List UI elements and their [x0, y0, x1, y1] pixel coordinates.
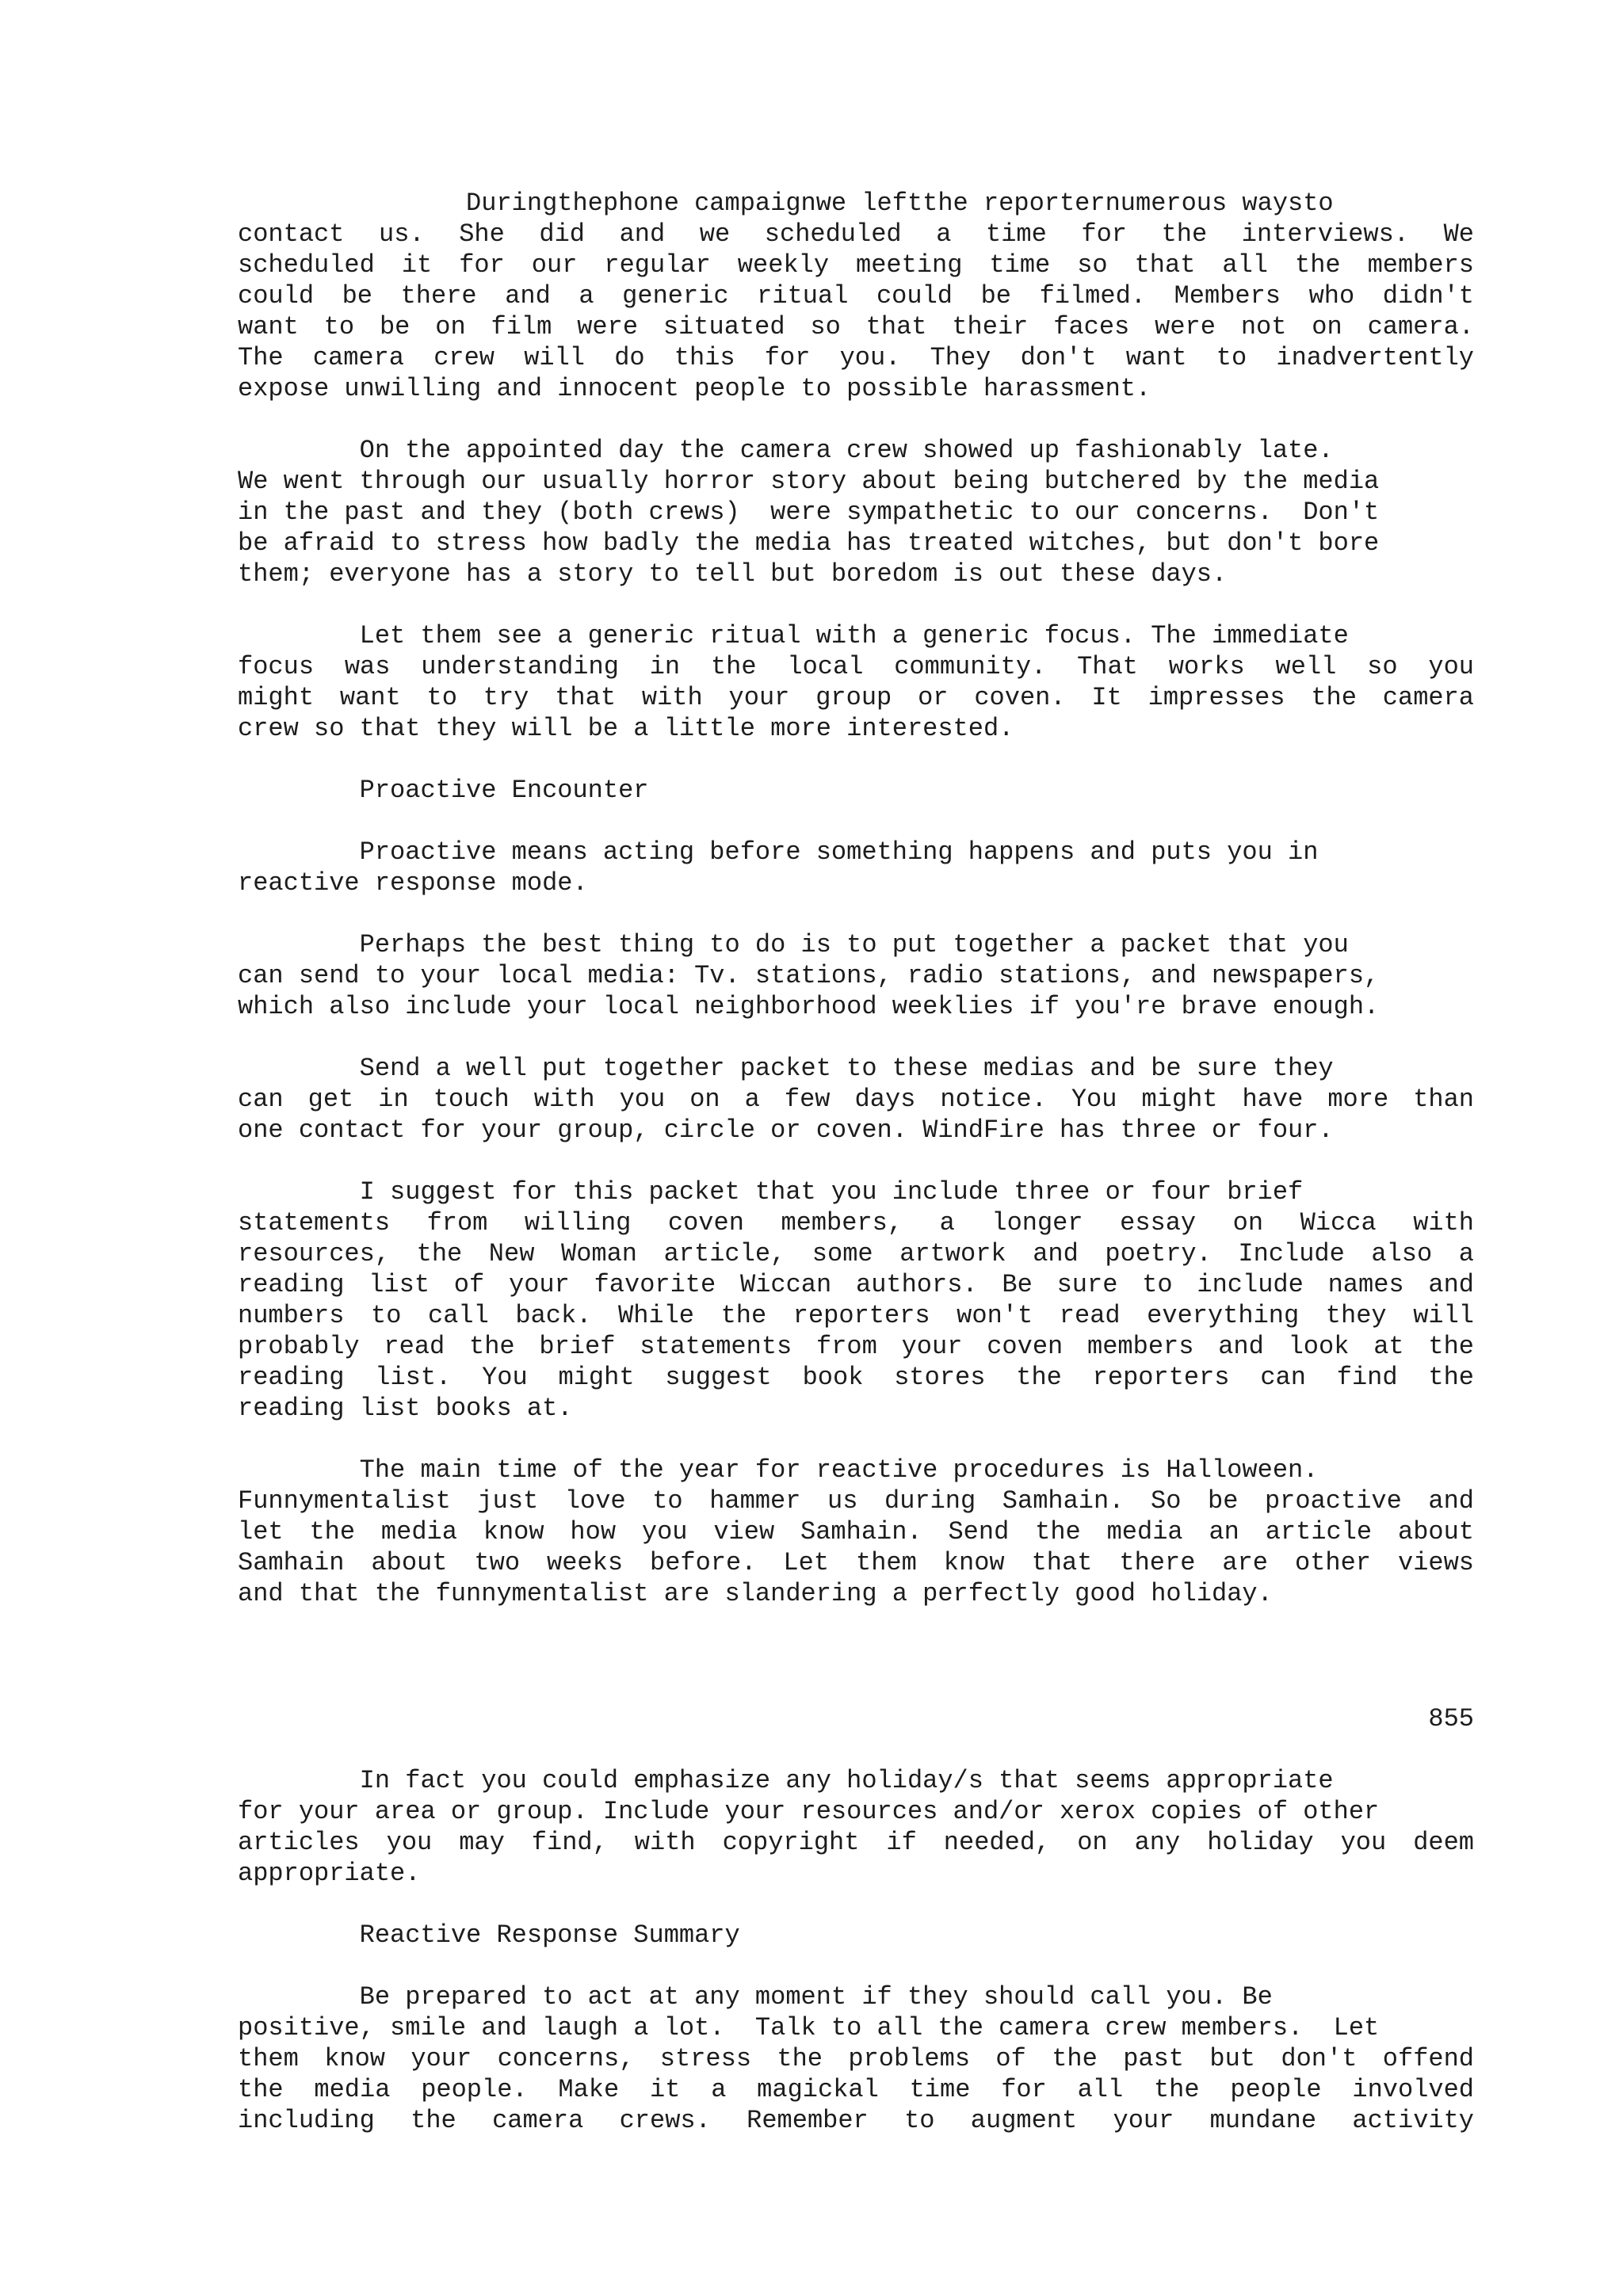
text-line: Reactive Response Summary [238, 1920, 740, 1950]
text-line [238, 1022, 1474, 1053]
text-line: I suggest for this packet that you include three or four brief [238, 1177, 1304, 1207]
text-line [238, 1889, 1474, 1920]
text-line [238, 1951, 1474, 1981]
text-line: the media people. Make it a magickal time for all the people involved [238, 2075, 1474, 2104]
text-line: statements from willing coven members, a longer essay on Wicca with [238, 1208, 1474, 1238]
text-line: In fact you could emphasize any holiday/s that seems appropriate [238, 1766, 1334, 1795]
text-line: could be there and a generic ritual could be filmed. Members who didn't [238, 281, 1474, 311]
text-line: Perhaps the best thing to do is to put together a packet that you [238, 930, 1349, 959]
text-line [238, 898, 1474, 929]
text-line: Funnymentalist just love to hammer us during Samhain. So be proactive and [238, 1486, 1474, 1516]
text-line: scheduled it for our regular weekly meeting time so that all the members [238, 250, 1474, 280]
text-line: can get in touch with you on a few days notice. You might have more than [238, 1085, 1474, 1114]
text-line: expose unwilling and innocent people to possible harassment. [238, 374, 1151, 403]
text-line [238, 1146, 1474, 1177]
text-line: might want to try that with your group or coven. It impresses the camera [238, 683, 1474, 712]
text-line: Be prepared to act at any moment if they should call you. Be [238, 1982, 1273, 2012]
text-line: Proactive Encounter [238, 776, 649, 805]
text-line [238, 744, 1474, 775]
text-line [238, 1424, 1474, 1455]
text-line: Let them see a generic ritual with a generic focus. The immediate [238, 621, 1349, 650]
text-line: positive, smile and laugh a lot. Talk to all the camera crew members. Let [238, 2013, 1380, 2042]
text-line [238, 806, 1474, 837]
text-line [238, 404, 1474, 435]
text-line: On the appointed day the camera crew showed up fashionably late. [238, 436, 1334, 465]
text-line: appropriate. [238, 1859, 421, 1888]
text-line: Proactive means acting before something happens and puts you in [238, 837, 1319, 867]
text-line [238, 589, 1474, 620]
text-line: numbers to call back. While the reporters won't read everything they will [238, 1301, 1474, 1330]
text-line: The main time of the year for reactive procedures is Halloween. [238, 1455, 1319, 1485]
text-line: including the camera crews. Remember to augment your mundane activity [238, 2106, 1474, 2135]
text-line: articles you may find, with copyright if needed, on any holiday you deem [238, 1828, 1474, 1857]
text-line: them know your concerns, stress the problems of the past but don't offend [238, 2044, 1474, 2073]
text-line: them; everyone has a story to tell but boredom is out these days. [238, 559, 1228, 589]
text-line: can send to your local media: Tv. stations, radio stations, and newspapers, [238, 961, 1380, 990]
text-line: reading list. You might suggest book stores the reporters can find the [238, 1363, 1474, 1392]
text-line: contact us. She did and we scheduled a time for the interviews. We [238, 219, 1474, 249]
text-line: Samhain about two weeks before. Let them know that there are other views [238, 1548, 1474, 1577]
text-line: Send a well put together packet to these medias and be sure they [238, 1054, 1334, 1083]
text-line: Duringthephone campaignwe leftthe reporternumerous waysto [238, 189, 1334, 218]
text-line: which also include your local neighborhood weeklies if you're brave enough. [238, 992, 1380, 1021]
page-number: 855 [1428, 1704, 1474, 1733]
text-line: want to be on film were situated so that their faces were not on camera. [238, 312, 1474, 341]
text-line: one contact for your group, circle or coven. WindFire has three or four. [238, 1116, 1334, 1145]
text-line: be afraid to stress how badly the media has treated witches, but don't bore [238, 528, 1380, 558]
text-line: for your area or group. Include your resources and/or xerox copies of other [238, 1797, 1380, 1826]
text-line: focus was understanding in the local community. That works well so you [238, 652, 1474, 681]
text-line: resources, the New Woman article, some artwork and poetry. Include also a [238, 1239, 1474, 1268]
text-line: in the past and they (both crews) were sympathetic to our concerns. Don't [238, 498, 1380, 527]
text-line: let the media know how you view Samhain. Send the media an article about [238, 1517, 1474, 1547]
text-line: reading list books at. [238, 1394, 573, 1423]
text-line: reading list of your favorite Wiccan authors. Be sure to include names and [238, 1270, 1474, 1299]
text-line: probably read the brief statements from your coven members and look at the [238, 1332, 1474, 1361]
text-line: reactive response mode. [238, 868, 588, 898]
text-line: We went through our usually horror story about being butchered by the media [238, 467, 1380, 496]
text-line: The camera crew will do this for you. They don't want to inadvertently [238, 343, 1474, 372]
text-line: and that the funnymentalist are slandering a perfectly good holiday. [238, 1579, 1273, 1608]
text-line: crew so that they will be a little more interested. [238, 714, 1014, 743]
